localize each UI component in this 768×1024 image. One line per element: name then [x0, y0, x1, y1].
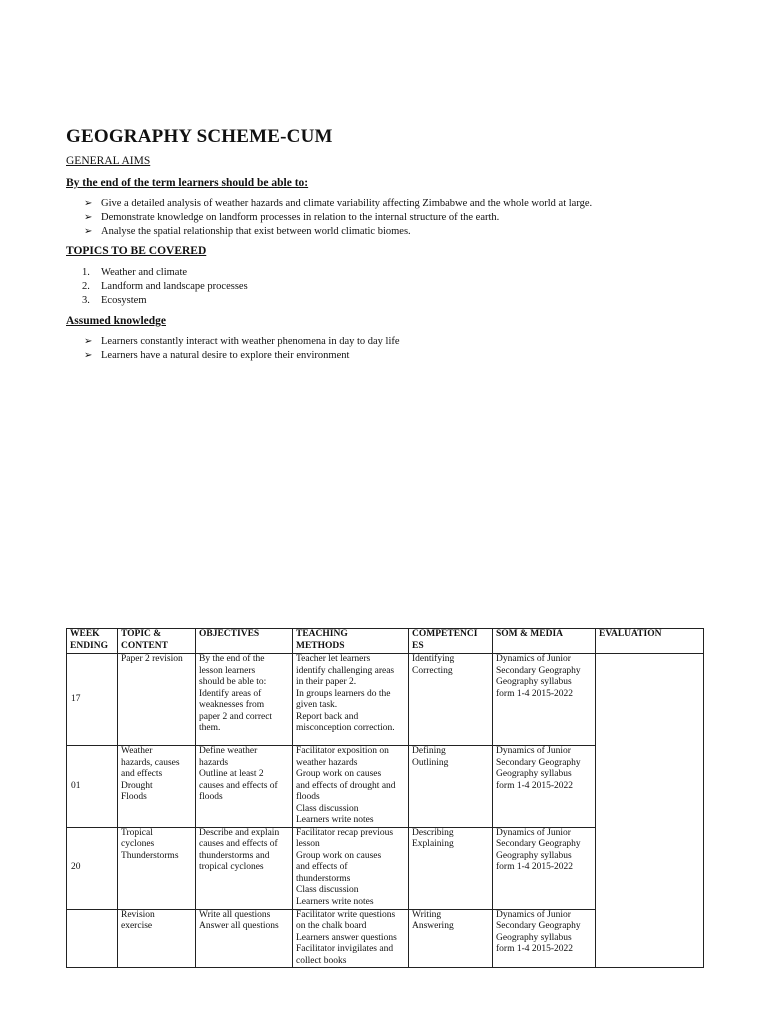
list-item: ➢ Learners have a natural desire to explore their environment — [84, 350, 350, 361]
list-item: 1. Weather and climate — [82, 267, 188, 278]
cell-week-ending — [67, 909, 118, 968]
aims-list — [66, 197, 592, 239]
header-objectives: OBJECTIVES — [196, 629, 293, 654]
header-topic-content: TOPIC & CONTENT — [118, 629, 196, 654]
table-body — [67, 654, 704, 968]
list-item: ➢ Demonstrate knowledge on landform processes in relation to the internal structure of the earth. — [84, 212, 500, 223]
topics-list — [66, 266, 248, 308]
header-week-ending: WEEK ENDING — [67, 629, 118, 654]
list-item: 3. Ecosystem — [82, 295, 147, 306]
arrow-bullet-icon: ➢ — [84, 350, 93, 361]
table-header-row — [67, 629, 704, 654]
cell-topic: Paper 2 revision — [118, 654, 196, 746]
cell-topic: Revision exercise — [118, 909, 196, 968]
cell-som: Dynamics of Junior Secondary Geography Geography syllabus form 1-4 2015-2022 — [493, 654, 596, 746]
list-item: ➢ Learners constantly interact with weather phenomena in day to day life — [84, 336, 400, 347]
header-evaluation: EVALUATION — [596, 629, 704, 654]
term-objective-heading: By the end of the term learners should be able to: — [66, 177, 309, 189]
header-teaching-methods: TEACHING METHODS — [293, 629, 409, 654]
assumed-knowledge-heading: Assumed knowledge — [66, 315, 167, 327]
cell-week-ending: 01 — [67, 746, 118, 828]
table-row — [67, 654, 704, 746]
cell-competencies: Writing Answering — [409, 909, 493, 968]
scheme-table — [66, 628, 704, 968]
cell-evaluation — [596, 654, 704, 968]
cell-methods: Facilitator recap previous lesson Group work on causes and effects of thunderstorms Class discussion Learners write notes — [293, 827, 409, 909]
cell-competencies: Identifying Correcting — [409, 654, 493, 746]
header-competencies: COMPETENCI ES — [409, 629, 493, 654]
arrow-bullet-icon: ➢ — [84, 212, 93, 223]
list-item: 2. Landform and landscape processes — [82, 281, 248, 292]
cell-topic: Tropical cyclones Thunderstorms — [118, 827, 196, 909]
cell-objectives: Describe and explain causes and effects of thunderstorms and tropical cyclones — [196, 827, 293, 909]
cell-topic: Weather hazards, causes and effects Drought Floods — [118, 746, 196, 828]
cell-methods: Facilitator exposition on weather hazards Group work on causes and effects of drought and floods Class discussion Learners write notes — [293, 746, 409, 828]
cell-competencies: Defining Outlining — [409, 746, 493, 828]
arrow-bullet-icon: ➢ — [84, 336, 93, 347]
list-item: ➢ Analyse the spatial relationship that exist between world climatic biomes. — [84, 226, 411, 237]
arrow-bullet-icon: ➢ — [84, 198, 93, 209]
cell-week-ending: 20 — [67, 827, 118, 909]
header-som-media: SOM & MEDIA — [493, 629, 596, 654]
cell-som: Dynamics of Junior Secondary Geography Geography syllabus form 1-4 2015-2022 — [493, 909, 596, 968]
arrow-bullet-icon: ➢ — [84, 226, 93, 237]
document-title: GEOGRAPHY SCHEME-CUM — [66, 126, 333, 147]
cell-objectives: Write all questions Answer all questions — [196, 909, 293, 968]
cell-objectives: Define weather hazards Outline at least 2 causes and effects of floods — [196, 746, 293, 828]
cell-competencies: Describing Explaining — [409, 827, 493, 909]
list-item: ➢ Give a detailed analysis of weather hazards and climate variability affecting Zimbabwe and the whole world at large. — [84, 198, 593, 209]
cell-som: Dynamics of Junior Secondary Geography Geography syllabus form 1-4 2015-2022 — [493, 827, 596, 909]
assumed-knowledge-list — [66, 335, 400, 363]
cell-week-ending: 17 — [67, 654, 118, 746]
topics-heading: TOPICS TO BE COVERED — [66, 245, 207, 257]
general-aims-heading: GENERAL AIMS — [66, 155, 151, 167]
cell-methods: Facilitator write questions on the chalk board Learners answer questions Facilitator invigilates and collect books — [293, 909, 409, 968]
cell-som: Dynamics of Junior Secondary Geography Geography syllabus form 1-4 2015-2022 — [493, 746, 596, 828]
cell-methods: Teacher let learners identify challenging areas in their paper 2. In groups learners do the given task. Report back and misconception correction. — [293, 654, 409, 746]
cell-objectives: By the end of the lesson learners should be able to: Identify areas of weaknesses from paper 2 and correct them. — [196, 654, 293, 746]
